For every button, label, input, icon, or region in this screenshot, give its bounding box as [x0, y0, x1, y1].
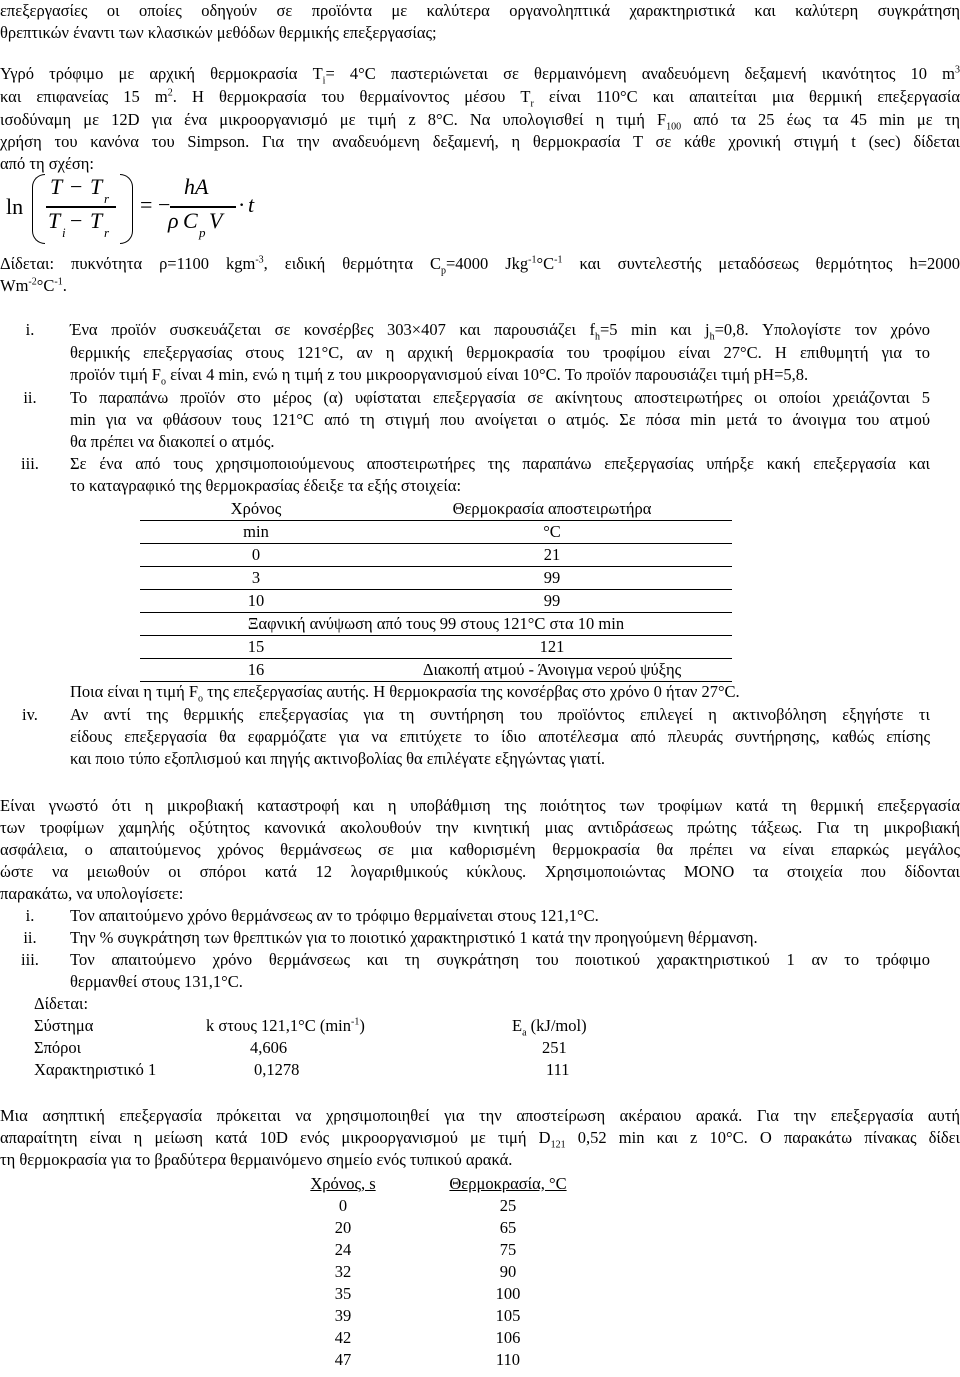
table-cell: 75: [499, 1240, 517, 1259]
text: Wm: [0, 276, 29, 295]
table-cell: 0: [338, 1196, 348, 1215]
table-row: [34, 1037, 604, 1059]
table-row: [268, 1217, 598, 1239]
subscript-i: i: [62, 225, 66, 240]
item-number: i.: [25, 320, 35, 339]
column-header: [512, 1015, 604, 1037]
subscript: p: [440, 265, 446, 277]
V-symbol: V: [209, 208, 223, 233]
intro-paragraph-end: [0, 22, 960, 44]
item-i-line2: [70, 342, 930, 364]
table-cell: 24: [334, 1240, 352, 1259]
table-cell: 16: [140, 659, 372, 682]
dot-operator: ·: [238, 192, 246, 217]
text: =0,8. Υπολογίστε τον χρόνο: [714, 320, 931, 339]
text: Τον απαιτούμενο χρόνο θερμάνσεως αν το τρόφιμο θερμαίνεται στους 121,1°C.: [70, 906, 599, 925]
text: 0,52 min και z 10°C. Ο παρακάτω πίνακας δίδει: [565, 1128, 960, 1147]
equals-sign: =: [140, 192, 153, 217]
text: =4000 Jkg: [445, 254, 529, 273]
superscript: -1: [528, 254, 537, 266]
right-paren: [120, 174, 133, 244]
problem1-line4: [0, 131, 960, 153]
text: θερμικής επεξεργασίας στους 121°C, αν η αρχική θερμοκρασία του τροφίμου είναι 27°C. Η επιθυμητή για το: [70, 343, 930, 362]
text: τη θερμοκρασία για το βραδύτερα θερμαινόμενο σημείο ενός τυπικού αρακά.: [0, 1150, 513, 1169]
column-header: Χρόνος: [140, 498, 372, 521]
text: και επιφανείας 15 m: [0, 87, 168, 106]
text: είναι 4 min, ενώ η τιμή z του μικροοργανισμού είναι 10°C. Το προϊόν παρουσιάζει τιμή pH=5,8.: [165, 365, 809, 384]
table-cell: 251: [542, 1038, 567, 1057]
table-cell: 121: [372, 636, 732, 659]
problem3-line2: [0, 1127, 960, 1149]
text: από τη σχέση:: [0, 154, 94, 173]
text-line: επεξεργασίες οι οποίες οδηγούν σε προϊόντα με καλύτερα οργανοληπτικά χαρακτηριστικά και καλύτερη συγκράτηση: [0, 1, 960, 20]
table-row: [140, 544, 732, 567]
text: °C: [536, 254, 555, 273]
numerator-hA: hA: [184, 174, 209, 199]
table-span-row: [140, 613, 732, 636]
table-row: [268, 1327, 598, 1349]
given-label: [34, 993, 334, 1015]
superscript: -1: [54, 276, 63, 288]
table-header-row: [140, 498, 732, 521]
text: ασφάλεια, ο απαιτούμενος χρόνος θερμάνσεως σε μια καθορισμένη θερμοκρασία θα πρέπει να είναι επαρκώς μεγάλος: [0, 840, 960, 859]
text-line: θρεπτικών έναντι των κλασικών μεθόδων θερμικής επεξεργασίας;: [0, 23, 437, 42]
t-symbol: t: [248, 192, 255, 217]
table-cell: 106: [495, 1328, 521, 1347]
pea-temperature-table: [268, 1173, 598, 1371]
table-cell: 32: [334, 1262, 352, 1281]
text: των τροφίμων χαμηλής οξύτητος κανονικά ακολουθούν την κινητική μιας αντιδράσεως πρώτης τάξεως. Για τη μικροβιακή: [0, 818, 960, 837]
text: Την % συγκράτηση των θρεπτικών για το ποιοτικό χαρακτηριστικό 1 κατά την προηγούμενη θέρμανση.: [70, 928, 758, 947]
table-cell: 99: [372, 590, 732, 613]
rho-symbol: ρ: [168, 208, 179, 233]
subscript: 121: [550, 1139, 566, 1151]
item-i-line3: [70, 364, 930, 386]
table-cell: 110: [495, 1350, 521, 1369]
table-header-row: [34, 1015, 604, 1037]
table-row: [268, 1305, 598, 1327]
table-header-row: [268, 1173, 598, 1195]
denominator-Ti: T: [48, 208, 61, 233]
subscript: h: [709, 331, 715, 343]
table-row: [268, 1239, 598, 1261]
table-cell: 20: [334, 1218, 352, 1237]
text: Τον απαιτούμενο χρόνο θερμάνσεως και τη συγκράτηση του ποιοτικού χαρακτηριστικού 1 αν το τρόφιμο: [70, 950, 930, 969]
table-cell: 65: [499, 1218, 517, 1237]
text: ): [359, 1016, 365, 1035]
subscript: o: [198, 693, 204, 705]
minus-sign: −: [70, 208, 83, 233]
text: θα πρέπει να διακοπεί ο ατμός.: [70, 432, 275, 451]
table-cell: 47: [334, 1350, 352, 1369]
fraction-bar: [170, 206, 236, 208]
text: °C: [36, 276, 55, 295]
text: είδους επεξεργασία θα εφαρμόζατε για να επιτύχετε το ίδιο αποτέλεσμα από πλευράς συντήρησης, καθώς επίσης: [70, 727, 930, 746]
table-cell: Διακοπή ατμού - Άνοιγμα νερού ψύξης: [372, 659, 732, 682]
text: =5 min και j: [599, 320, 710, 339]
text: χρήση του κανόνα του Simpson. Για την αναδευόμενη δεξαμενή, η θερμοκρασία T σε κάθε χρονική στιγμή t (sec) δίδεται: [0, 132, 960, 151]
table-cell: 4,606: [250, 1038, 288, 1057]
text: Το παραπάνω προϊόν στο μέρος (α) υφίσταται επεξεργασία σε ακίνητους αποστειρωτήρες οι οποίοι χρειάζονται 5: [70, 388, 930, 407]
text: Δίδεται: πυκνότητα ρ=1100 kgm: [0, 254, 256, 273]
column-header: Θερμοκρασία αποστειρωτήρα: [372, 498, 732, 521]
problem2-item-i: [70, 905, 930, 927]
problem2-item-iii-line1: [70, 949, 930, 971]
subscript: 100: [666, 121, 682, 133]
numerator-Tr: T: [90, 174, 103, 199]
subscript: a: [522, 1027, 527, 1039]
superscript: -1: [351, 1016, 360, 1028]
table-row: [34, 1059, 604, 1081]
text: .: [62, 276, 67, 295]
superscript: -3: [255, 254, 264, 266]
item-number: iii.: [21, 950, 39, 969]
problem1-line2: [0, 86, 960, 108]
problem2-line3: [0, 839, 960, 861]
text: παρακάτω, να υπολογίσετε:: [0, 884, 184, 903]
text: Σε ένα από τους χρησιμοποιούμενους αποστειρωτήρες της παραπάνω επεξεργασίας υπήρξε κακή επεξεργασία και: [70, 454, 930, 473]
item-number: iii.: [21, 454, 39, 473]
problem2-line2: [0, 817, 960, 839]
table-row: [268, 1349, 598, 1371]
item-ii-line3: [70, 431, 930, 453]
text: από τα 25 έως τα 45 min με τη: [681, 110, 960, 129]
subscript: r: [530, 98, 534, 110]
table-cell: 39: [334, 1306, 352, 1325]
text: και ποιο τύπο εξοπλισμού και πηγής ακτινοβολίας θα επιλέγατε εξηγώντας γιατί.: [70, 749, 606, 768]
problem2-line4: [0, 861, 960, 883]
subscript-r: r: [104, 191, 110, 206]
table-cell: 99: [372, 567, 732, 590]
item-iv-line3: [70, 748, 930, 770]
text: Σύστημα: [34, 1016, 94, 1035]
item-iv-line2: [70, 726, 930, 748]
superscript: -1: [554, 254, 563, 266]
text: ώστε να μειωθούν οι σπόροι κατά 12 λογαριθμικούς κύκλους. Χρησιμοποιώντας ΜΟΝΟ τα στοιχεία που δίδονται: [0, 862, 960, 881]
item-number: ii.: [23, 928, 37, 947]
table-cell: 100: [495, 1284, 521, 1303]
table-row: [140, 659, 732, 682]
item-ii-line2: [70, 409, 930, 431]
numerator-T: T: [50, 174, 63, 199]
item-iii-question: [70, 681, 930, 703]
minus-sign: −: [158, 192, 171, 217]
table-row: [268, 1195, 598, 1217]
intro-paragraph: [0, 0, 960, 22]
text: θερμανθεί στους 131,1°C.: [70, 972, 243, 991]
given-line1: [0, 253, 960, 275]
table-cell: 105: [495, 1306, 521, 1325]
table-cell: 0,1278: [254, 1060, 300, 1079]
text: k στους 121,1°C (min: [206, 1016, 351, 1035]
problem1-line1: [0, 63, 960, 85]
column-header: [206, 1015, 512, 1037]
item-iii-line1: [70, 453, 930, 475]
column-header: Χρόνος, s: [310, 1174, 376, 1193]
left-paren: [32, 174, 45, 244]
table-cell: 0: [140, 544, 372, 567]
text: απαραίτητη είναι η μείωση κατά 10D ενός μικροοργανισμού με τιμή D: [0, 1128, 551, 1147]
table-cell: 3: [140, 567, 372, 590]
table-cell: 10: [140, 590, 372, 613]
item-number: ii.: [23, 388, 37, 407]
subscript: i: [322, 75, 326, 87]
item-iii-line2: [70, 475, 930, 497]
denominator-Tr: T: [90, 208, 103, 233]
text: Ποια είναι η τιμή F: [70, 682, 199, 701]
text: ισοδύναμη με 12D για ένα μικροοργανισμό με τιμή z 8°C. Να υπολογισθεί η τιμή F: [0, 110, 667, 129]
problem3-line1: [0, 1105, 960, 1127]
table-unit-row: [140, 521, 732, 544]
table-cell: 42: [334, 1328, 352, 1347]
text: και συντελεστής μεταδόσεως θερμότητος h=2000: [562, 254, 960, 273]
table-row: [268, 1283, 598, 1305]
superscript: 2: [167, 87, 173, 99]
text: το καταγραφικό της θερμοκρασίας έδειξε τα εξής στοιχεία:: [70, 476, 462, 495]
item-i-line1: [70, 319, 930, 341]
subscript: h: [594, 331, 600, 343]
unit-cell: min: [140, 521, 372, 544]
text: είναι 110°C και απαιτείται μια θερμική επεξεργασία: [533, 87, 960, 106]
table-cell: 35: [334, 1284, 352, 1303]
table-cell: Σπόροι: [34, 1038, 82, 1057]
table-row: [140, 567, 732, 590]
minus-sign: −: [70, 174, 83, 199]
column-header: Θερμοκρασία, °C: [449, 1174, 567, 1193]
sterilizer-temperature-table: [140, 498, 732, 682]
ln-symbol: ln: [6, 194, 24, 219]
problem2-item-iii-line2: [70, 971, 930, 993]
item-ii-line1: [70, 387, 930, 409]
table-cell: 15: [140, 636, 372, 659]
table-cell: 90: [499, 1262, 517, 1281]
unit-cell: °C: [372, 521, 732, 544]
superscript: -2: [28, 276, 37, 288]
text: , ειδική θερμότητα C: [263, 254, 441, 273]
given-line2: [0, 275, 960, 297]
subscript: o: [160, 376, 166, 388]
problem2-item-ii: [70, 927, 930, 949]
kinetics-table: [34, 1015, 604, 1081]
table-cell: 21: [372, 544, 732, 567]
superscript: 3: [955, 64, 960, 76]
problem2-line1: [0, 795, 960, 817]
item-iv-line1: [70, 704, 930, 726]
column-header: [34, 1015, 206, 1037]
equation: [0, 162, 300, 252]
text: Υγρό τρόφιμο με αρχική θερμοκρασία T: [0, 64, 323, 83]
text: Μια ασηπτική επεξεργασία πρόκειται να χρησιμοποιηθεί για την αποστείρωση ακέραιου αρακά. Για την επεξεργασία αυτή: [0, 1106, 960, 1125]
item-number: iv.: [22, 705, 38, 724]
text: E: [512, 1016, 523, 1035]
problem2-line5: [0, 883, 960, 905]
problem3-line3: [0, 1149, 960, 1171]
table-cell: Ξαφνική ανύψωση από τους 99 στους 121°C στα 10 min: [140, 613, 732, 636]
text: (kJ/mol): [526, 1016, 587, 1035]
text: Ένα προϊόν συσκευάζεται σε κονσέρβες 303×407 και παρουσιάζει f: [70, 320, 595, 339]
text: . Η θερμοκρασία του θερμαίνοντος μέσου T: [172, 87, 531, 106]
text: min για να φθάσουν τους 121°C από τη στιγμή που ανοίγεται ο ατμός. Σε πόσα min μετά το άνοιγμα του ατμού: [70, 410, 930, 429]
item-number: i.: [25, 906, 35, 925]
text: της επεξεργασίας αυτής. Η θερμοκρασία της κονσέρβας στο χρόνο 0 ήταν 27°C.: [203, 682, 740, 701]
C-symbol: C: [183, 208, 198, 233]
text: Είναι γνωστό ότι η μικροβιακή καταστροφή και η υποβάθμιση της ποιότητος των τροφίμων κατά τη θερμική επεξεργασία: [0, 796, 960, 815]
table-row: [140, 590, 732, 613]
problem1-line3: [0, 109, 960, 131]
text: Αν αντί της θερμικής επεξεργασίας για τη συντήρηση του προϊόντος επιλεγεί η ακτινοβόληση εξηγήστε τι: [70, 705, 930, 724]
text: προϊόν τιμή F: [70, 365, 161, 384]
text: Δίδεται:: [34, 994, 89, 1013]
table-cell: 25: [499, 1196, 517, 1215]
table-cell: Χαρακτηριστικό 1: [34, 1060, 157, 1079]
table-cell: 111: [546, 1060, 570, 1079]
text: = 4°C παστεριώνεται σε θερμαινόμενη αναδευόμενη δεξαμενή ικανότητος 10 m: [325, 64, 955, 83]
subscript-r: r: [104, 225, 110, 240]
subscript-p: p: [199, 225, 206, 240]
table-row: [268, 1261, 598, 1283]
table-row: [140, 636, 732, 659]
